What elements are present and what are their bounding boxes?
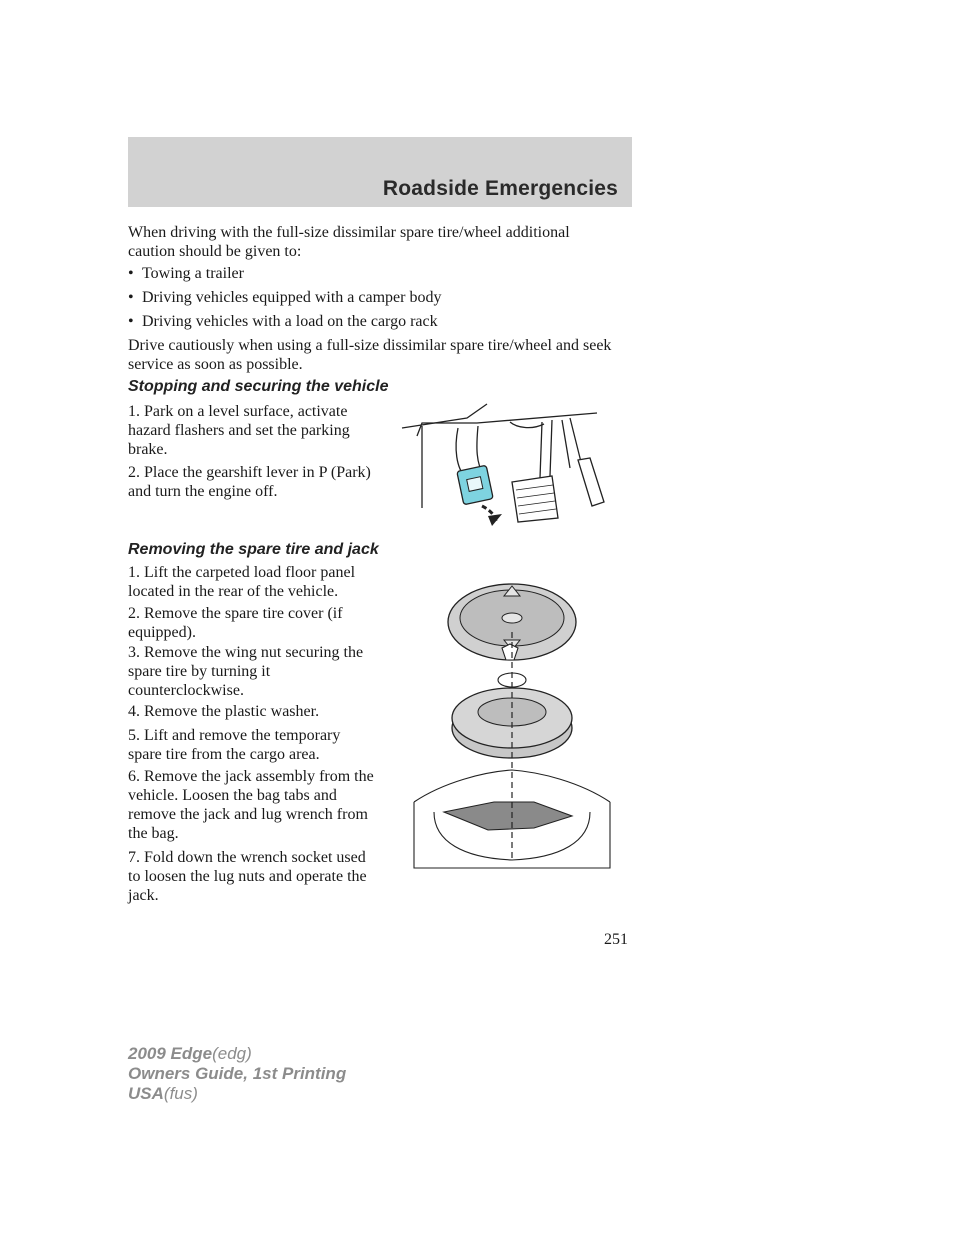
bullet-text: Driving vehicles equipped with a camper body [142, 289, 442, 306]
bullet-dot-icon: • [128, 313, 134, 330]
removing-step-7: 7. Fold down the wrench socket used to loosen the lug nuts and operate the jack. [128, 849, 367, 904]
bullet-item [128, 288, 441, 307]
removing-step-3: 3. Remove the wing nut securing the spare tire by turning it counterclockwise. [128, 644, 364, 699]
intro-paragraph: When driving with the full-size dissimilar spare tire/wheel additional caution should be given to: [128, 224, 570, 260]
stopping-step-2: 2. Place the gearshift lever in P (Park) and turn the engine off. [128, 464, 371, 500]
bullet-text: Driving vehicles with a load on the cargo rack [142, 313, 438, 330]
removing-step-1: 1. Lift the carpeted load floor panel located in the rear of the vehicle. [128, 564, 356, 600]
spare-tire-illustration [404, 572, 620, 878]
arrow-head-icon [488, 514, 502, 526]
parking-brake-pedal [457, 465, 493, 504]
bullet-dot-icon: • [128, 289, 134, 306]
section-title-removing: Removing the spare tire and jack [128, 541, 379, 558]
accelerator-pedal [578, 458, 604, 506]
removing-step-6: 6. Remove the jack assembly from the vehicle. Loosen the bag tabs and remove the jack and lug wrench from the bag. [128, 768, 374, 842]
pedal-illustration [392, 398, 608, 526]
stopping-step-1: 1. Park on a level surface, activate hazard flashers and set the parking brake. [128, 403, 350, 458]
bullet-dot-icon: • [128, 265, 134, 282]
removing-step-2: 2. Remove the spare tire cover (if equipped). [128, 605, 343, 641]
footer [128, 1044, 346, 1104]
closing-paragraph: Drive cautiously when using a full-size dissimilar spare tire/wheel and seek service as soon as possible. [128, 337, 612, 373]
brake-pedal [512, 476, 558, 522]
bullet-item [128, 264, 244, 283]
section-title-stopping: Stopping and securing the vehicle [128, 378, 389, 395]
removing-step-5: 5. Lift and remove the temporary spare tire from the cargo area. [128, 727, 341, 763]
footer-line-1: 2009 Edge(edg) [128, 1044, 252, 1063]
bullet-text: Towing a trailer [142, 265, 244, 282]
page-number: 251 [604, 931, 628, 948]
footer-line-2: Owners Guide, 1st Printing [128, 1064, 347, 1083]
page-header-title: Roadside Emergencies [382, 177, 618, 200]
footer-line-3: USA(fus) [128, 1084, 198, 1103]
header-band [128, 137, 632, 207]
jack-assembly [444, 802, 572, 830]
bullet-item [128, 312, 438, 331]
removing-step-4: 4. Remove the plastic washer. [128, 703, 320, 720]
